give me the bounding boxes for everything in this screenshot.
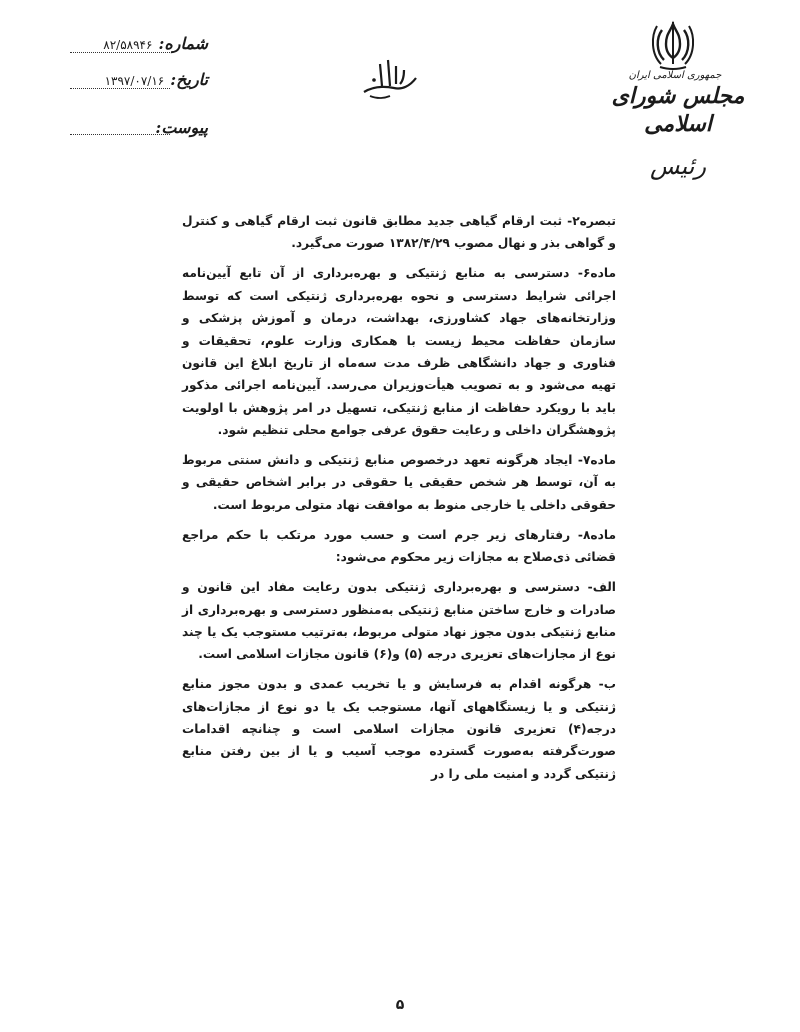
letter-number (68, 34, 208, 53)
republic-name: جمهوری اسلامی ایران (628, 70, 722, 81)
attachment-underline (70, 134, 170, 135)
chairman-title: رئیس (649, 152, 707, 180)
law-text (182, 210, 616, 793)
attachment-label: پیوست: (155, 118, 208, 137)
paragraph-article-8: ماده۸- رفتارهای زیر جرم است و حسب مورد مرتکب با حکم مراجع قضائی ذی‌صلاح به مجازات زیر محکوم می‌شود: (182, 527, 616, 565)
paragraph-clause-be: ب- هرگونه اقدام به فرسایش و یا تخریب عمدی و بدون مجوز منابع ژنتیکی و یا زیستگاههای آنها، مستوجب یک یا دو نوع از مجازات‌های درجه(۴) تعزیری قانون مجازات اسلامی است و چنانچه اقدامات صورت‌گرفته به‌صورت گسترده موجب آسیب و یا از بین رفتن منابع ژنتیکی گردد و امنیت ملی را در (182, 677, 616, 781)
basmala-calligraphy-icon (360, 56, 420, 102)
parliament-name: مجلس شورای اسلامی (611, 83, 745, 137)
number-underline (70, 52, 170, 53)
date-underline (70, 88, 170, 89)
number-value: ۸۲/۵۸۹۴۶ (103, 38, 153, 52)
paragraph-article-6: ماده۶- دسترسی به منابع ژنتیکی و بهره‌برداری از آن تابع آیین‌نامه اجرائی شرایط دسترسی و نحوه بهره‌برداری ژنتیکی است که توسط وزارتخانه‌های جهاد کشاورزی، بهداشت، درمان و آموزش پزشکی و سازمان حفاظت محیط زیست با همکاری وزارت علوم، تحقیقات و فناوری و جهاد دانشگاهی ظرف مدت سه‌ماه از تاریخ ابلاغ این قانون تهیه می‌شود و به تصویب هیأت‌وزیران می‌رسد. آیین‌نامه اجرائی مذکور باید با رویکرد حفاظت از منابع ژنتیکی، تسهیل در امر پژوهش با اولویت پژوهشگران داخلی و رعایت حقوق عرفی جوامع محلی تنظیم شود. (182, 266, 616, 438)
letter-date (68, 70, 208, 89)
paragraph-article-7: ماده۷- ایجاد هرگونه تعهد درخصوص منابع ژنتیکی و دانش سنتی مربوط به آن، توسط هر شخص حقیقی یا حقوقی در برابر اشخاص حقیقی و حقوقی داخلی یا خارجی منوط به موافقت نهاد متولی مربوط است. (182, 453, 616, 512)
paragraph-note-2: تبصره۲- ثبت ارقام گیاهی جدید مطابق قانون ثبت ارقام گیاهی و کنترل و گواهی بذر و نهال مصوب ۱۳۸۲/۴/۲۹ صورت می‌گیرد. (182, 214, 616, 251)
paragraph-clause-alef: الف- دسترسی و بهره‌برداری ژنتیکی بدون رعایت مفاد این قانون و صادرات و خارج ساختن منابع ژنتیکی به‌منظور دسترسی و بهره‌برداری از منابع ژنتیکی بدون مجوز نهاد متولی مربوط، به‌ترتیب مستوجب یک یا چند نوع از مجازات‌های تعزیری درجه (۵) و(۶) قانون مجازات اسلامی است. (182, 580, 616, 662)
page-number: ۵ (395, 997, 405, 1013)
number-label: شماره: (158, 34, 208, 53)
date-label: تاریخ: (170, 70, 208, 89)
date-value: ۱۳۹۷/۰۷/۱۶ (104, 74, 165, 88)
iran-emblem-icon (648, 20, 698, 72)
